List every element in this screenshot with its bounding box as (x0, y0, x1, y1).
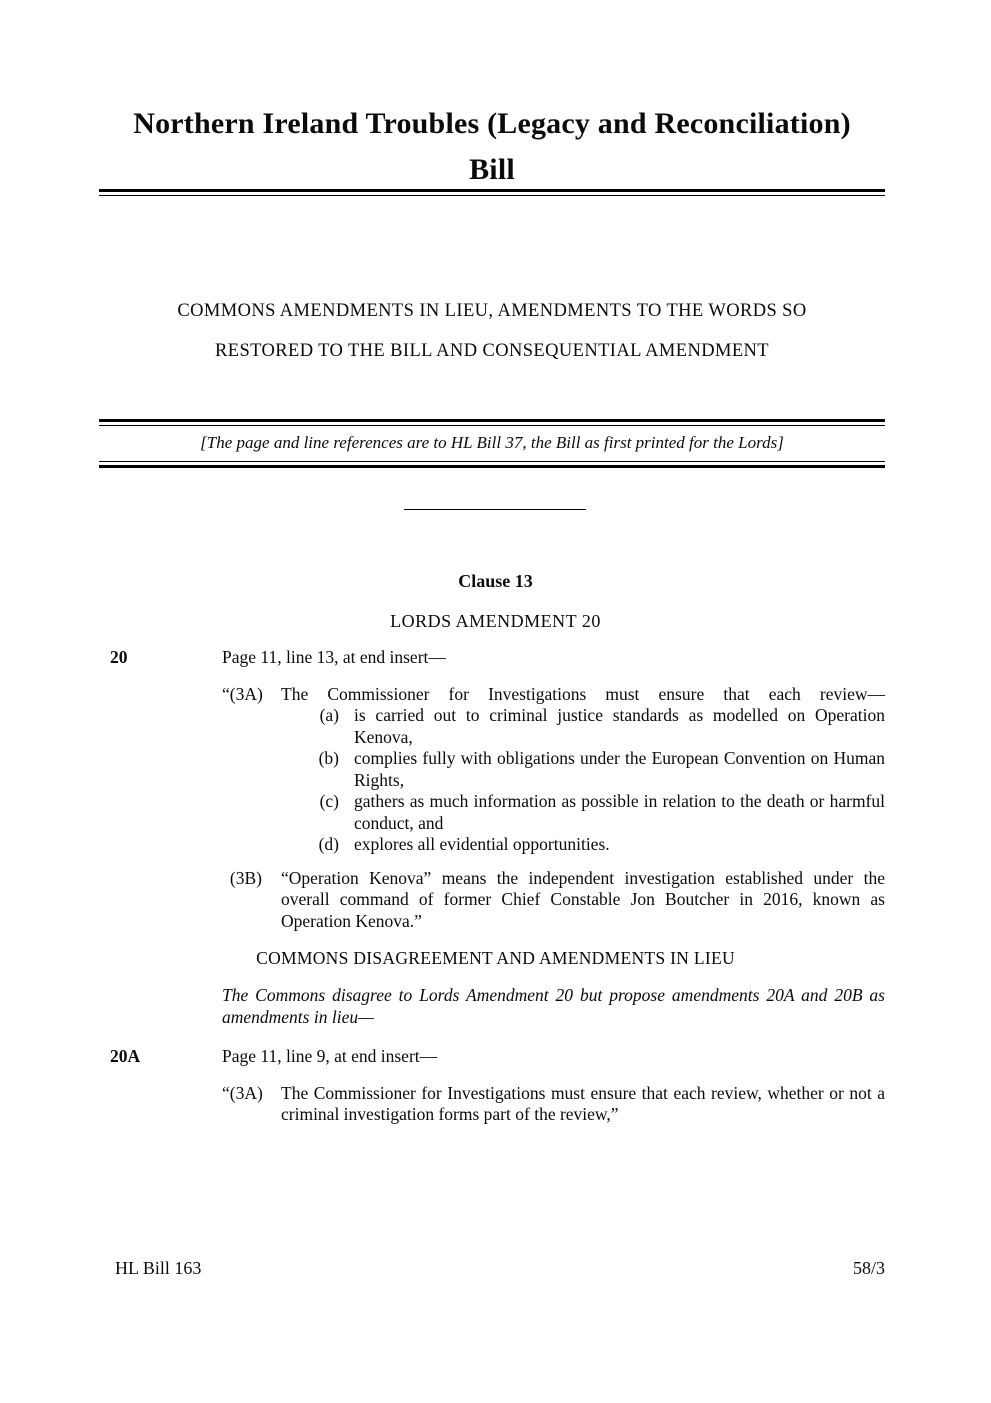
amendment-20A-provision (222, 1083, 885, 1126)
commons-disagreement-note: The Commons disagree to Lords Amendment 20 but propose amendments 20A and 20B as amendments in lieu— (222, 985, 885, 1027)
paragraph-3B-label: (3B) (229, 867, 262, 888)
amendment-20A-paragraph-3A (222, 1083, 885, 1126)
subparagraph-b (295, 748, 885, 791)
paragraph-3A (222, 684, 885, 706)
subparagraph-d-label: (d) (318, 834, 339, 854)
amendment-20-block (99, 647, 885, 932)
commons-disagreement-heading: COMMONS DISAGREEMENT AND AMENDMENTS IN LIEU (256, 948, 735, 968)
amendment-20-header-row (99, 647, 885, 669)
paragraph-3A-text: The Commissioner for Investigations must ensure that each review— (281, 683, 885, 704)
amendment-20A-header-row (99, 1046, 885, 1068)
reference-box-bottom-thick-rule (99, 465, 885, 468)
paragraph-3B-text: “Operation Kenova” means the independent investigation established under the overall command of former Chief Constable Jon Boutcher in 2016, known as Operation Kenova.” (281, 867, 885, 931)
amendment-20A-block (99, 1046, 885, 1126)
section-divider-rule (404, 509, 586, 510)
subparagraph-b-label: (b) (318, 748, 339, 768)
amendment-20-number: 20 (110, 647, 128, 667)
clause-heading: Clause 13 (458, 571, 533, 591)
subparagraph-d-text: explores all evidential opportunities. (354, 834, 610, 854)
paragraph-3A-label: “(3A) (222, 683, 263, 704)
subject-heading-line2: RESTORED TO THE BILL AND CONSEQUENTIAL AMENDMENT (215, 341, 769, 361)
amendment-20-provision (222, 684, 885, 933)
document-title-line1: Northern Ireland Troubles (Legacy and Reconciliation) (133, 107, 851, 140)
page-footer (115, 1258, 885, 1279)
amendment-20A-number: 20A (110, 1046, 141, 1066)
subparagraph-c (295, 791, 885, 834)
paragraph-3A-subitems (295, 705, 885, 856)
subject-heading-line1: COMMONS AMENDMENTS IN LIEU, AMENDMENTS TO THE WORDS SO (177, 301, 807, 321)
subparagraph-b-text: complies fully with obligations under the European Convention on Human Rights, (354, 748, 885, 790)
reference-box (99, 419, 885, 468)
reference-note: [The page and line references are to HL Bill 37, the Bill as first printed for the Lords] (200, 433, 784, 452)
document-title-line2: Bill (469, 153, 515, 186)
subparagraph-c-label: (c) (319, 791, 339, 811)
footer-bill-number: HL Bill 163 (115, 1258, 202, 1278)
amendment-20A-instruction: Page 11, line 9, at end insert— (222, 1046, 438, 1066)
subparagraph-c-text: gathers as much information as possible in relation to the death or harmful conduct, and (354, 791, 885, 833)
paragraph-3B (222, 868, 885, 933)
subparagraph-a-label: (a) (319, 705, 339, 725)
amendment-20A-paragraph-3A-text: The Commissioner for Investigations must ensure that each review, whether or not a criminal investigation forms part of the review,” (281, 1082, 885, 1124)
amendment-20A-paragraph-3A-label: “(3A) (222, 1082, 263, 1103)
subject-heading (99, 291, 885, 371)
title-double-rule (99, 189, 885, 196)
subparagraph-a (295, 705, 885, 748)
subparagraph-d (295, 834, 885, 856)
footer-session-number: 58/3 (852, 1258, 885, 1278)
subparagraph-a-text: is carried out to criminal justice standards as modelled on Operation Kenova, (354, 705, 885, 747)
amendment-20-instruction: Page 11, line 13, at end insert— (222, 647, 446, 667)
document-title (99, 101, 885, 193)
lords-amendment-heading: LORDS AMENDMENT 20 (390, 611, 601, 631)
